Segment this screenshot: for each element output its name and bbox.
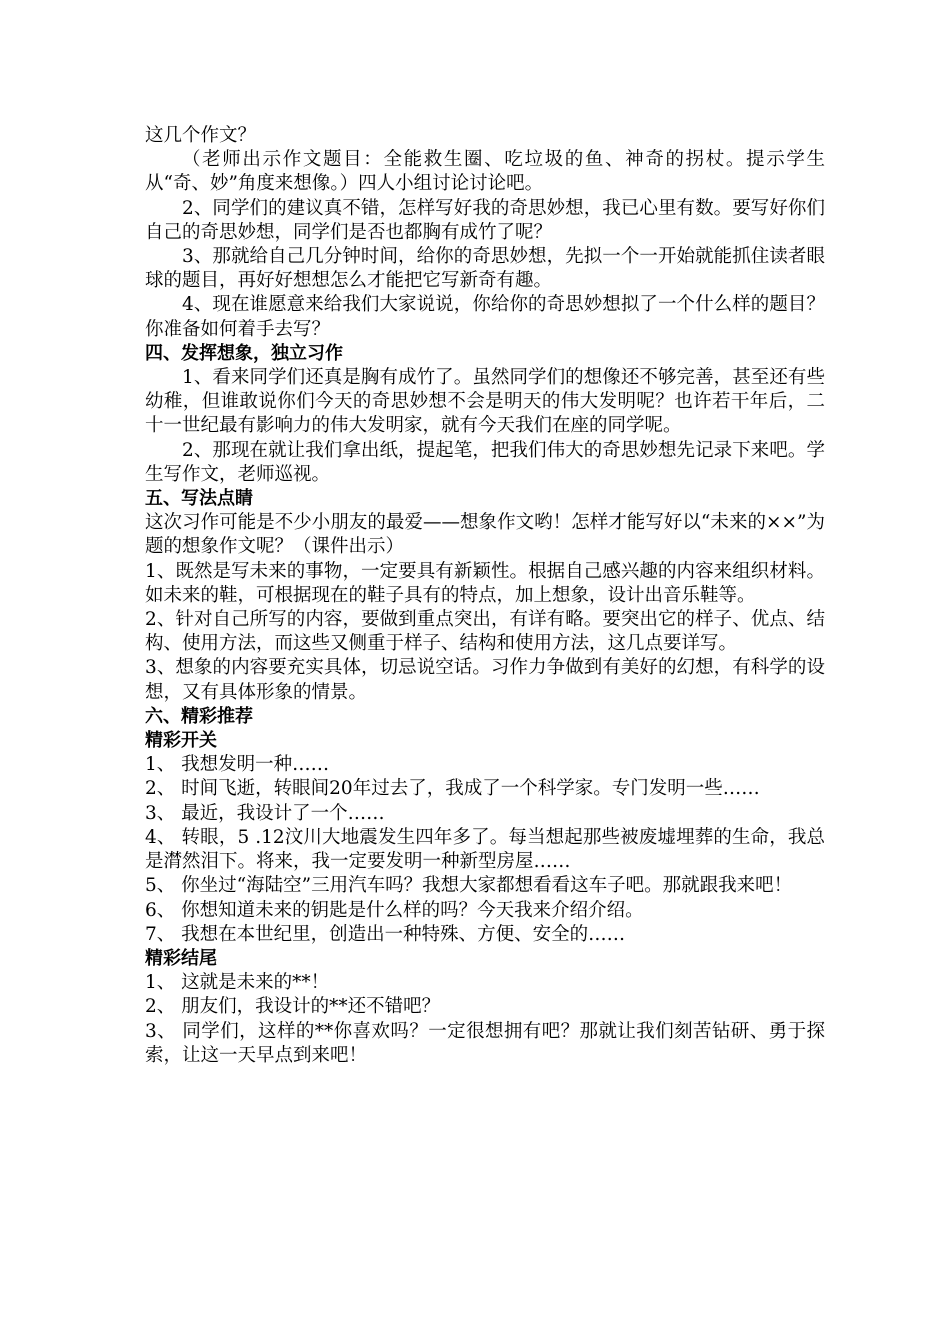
paragraph: （老师出示作文题目：全能救生圈、吃垃圾的鱼、神奇的拐杖。提示学生从“奇、妙”角度来想像。）四人小组讨论讨论吧。 bbox=[145, 149, 825, 195]
paragraph: 4、现在谁愿意来给我们大家说说，你给你的奇思妙想拟了一个什么样的题目？你准备如何着手去写？ bbox=[145, 294, 825, 340]
document-page bbox=[145, 124, 825, 1068]
list-item: 1、 我想发明一种…… bbox=[145, 754, 330, 776]
paragraph: 这几个作文？ bbox=[145, 125, 257, 146]
paragraph: 这次习作可能是不少小朋友的最爱——想象作文哟！怎样才能写好以“未来的××”为题的想象作文呢？（课件出示） bbox=[145, 512, 825, 558]
list-item: 5、 你坐过“海陆空”三用汽车吗？我想大家都想看看这车子吧。那就跟我来吧！ bbox=[145, 875, 793, 897]
list-item: 3、 同学们，这样的**你喜欢吗？一定很想拥有吧？那就让我们刻苦钻研、勇于探索，让这一天早点到来吧！ bbox=[145, 1020, 825, 1066]
subsection-heading: 精彩结尾 bbox=[145, 947, 217, 969]
list-item: 2、 时间飞逝，转眼间20年过去了，我成了一个科学家。专门发明一些…… bbox=[145, 778, 760, 800]
list-item: 1、 这就是未来的**！ bbox=[145, 972, 330, 994]
paragraph: 2、针对自己所写的内容，要做到重点突出，有详有略。要突出它的样子、优点、结构、使用方法，而这些又侧重于样子、结构和使用方法，这几点要详写。 bbox=[145, 609, 825, 655]
list-item: 6、 你想知道未来的钥匙是什么样的吗？今天我来介绍介绍。 bbox=[145, 899, 644, 921]
section-heading: 四、发挥想象，独立习作 bbox=[145, 342, 343, 364]
section-heading: 五、写法点睛 bbox=[145, 488, 253, 510]
paragraph: 1、看来同学们还真是胸有成竹了。虽然同学们的想像还不够完善，甚至还有些幼稚，但谁敢说你们今天的奇思妙想不会是明天的伟大发明呢？也许若干年后，二十一世纪最有影响力的伟大发明家，就有今天我们在座的同学呢。 bbox=[145, 367, 825, 437]
list-item: 3、 最近，我设计了一个…… bbox=[145, 802, 385, 824]
paragraph: 3、那就给自己几分钟时间，给你的奇思妙想，先拟一个一开始就能抓住读者眼球的题目，再好好想想怎么才能把它写新奇有趣。 bbox=[145, 246, 825, 292]
list-item: 4、 转眼，5 .12汶川大地震发生四年多了。每当想起那些被废墟埋葬的生命，我总是潸然泪下。将来，我一定要发明一种新型房屋…… bbox=[145, 826, 825, 873]
section-heading: 六、精彩推荐 bbox=[145, 705, 253, 727]
paragraph: 1、既然是写未来的事物，一定要具有新颖性。根据自己感兴趣的内容来组织材料。如未来的鞋，可根据现在的鞋子具有的特点，加上想象，设计出音乐鞋等。 bbox=[145, 560, 825, 606]
list-item: 2、 朋友们，我设计的**还不错吧？ bbox=[145, 996, 441, 1018]
list-item: 7、 我想在本世纪里，创造出一种特殊、方便、安全的…… bbox=[145, 923, 626, 945]
paragraph: 3、想象的内容要充实具体，切忌说空话。习作力争做到有美好的幻想，有科学的设想，又有具体形象的情景。 bbox=[145, 657, 825, 703]
paragraph: 2、那现在就让我们拿出纸，提起笔，把我们伟大的奇思妙想先记录下来吧。学生写作文，老师巡视。 bbox=[145, 439, 825, 485]
subsection-heading: 精彩开关 bbox=[145, 730, 217, 752]
paragraph: 2、同学们的建议真不错，怎样写好我的奇思妙想，我已心里有数。要写好你们自己的奇思妙想，同学们是否也都胸有成竹了呢？ bbox=[145, 197, 825, 243]
